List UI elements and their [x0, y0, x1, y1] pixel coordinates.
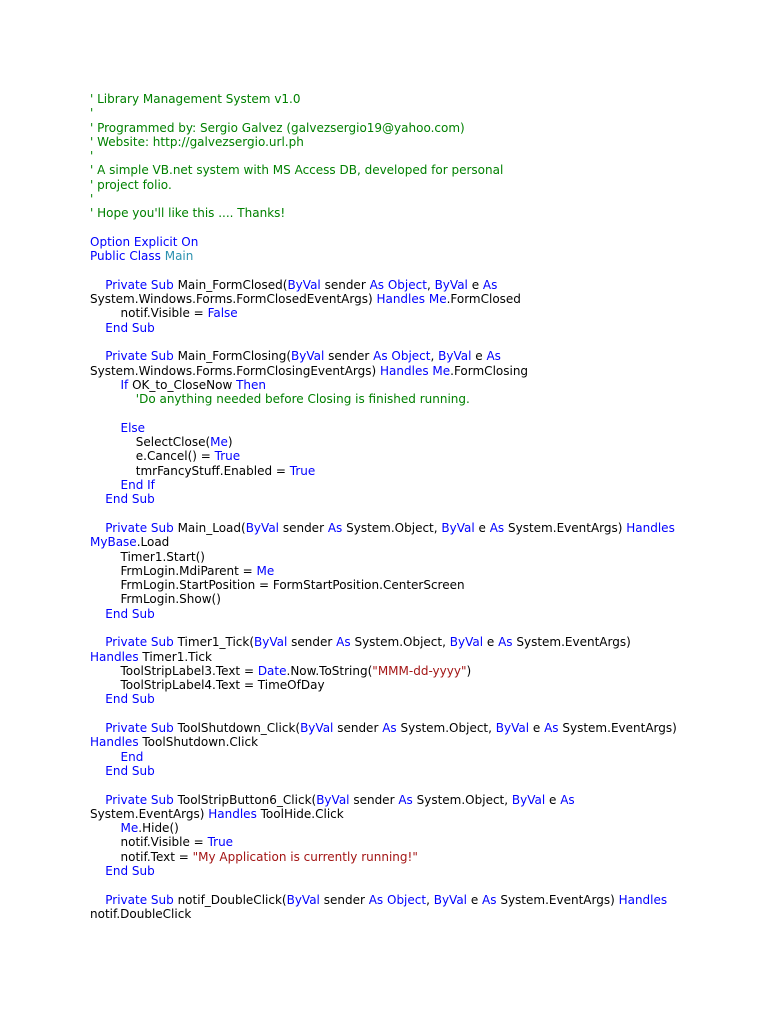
code-line — [90, 492, 730, 506]
code-text: ToolStripButton6_Click( — [177, 792, 317, 807]
code-line — [90, 235, 730, 249]
code-text — [90, 793, 105, 807]
code-keyword: ByVal — [438, 349, 476, 364]
code-line — [90, 92, 730, 106]
code-line — [90, 421, 730, 435]
code-text — [90, 478, 121, 492]
code-line — [90, 835, 730, 849]
code-keyword: As — [560, 792, 575, 807]
code-line — [90, 678, 730, 692]
code-text: ToolStripLabel4.Text = TimeOfDay — [90, 678, 325, 693]
code-line — [90, 607, 730, 621]
code-text: ) — [227, 435, 233, 450]
code-line — [90, 407, 730, 421]
code-keyword: As — [489, 520, 508, 535]
code-text: ToolShutdown.Click — [142, 735, 259, 750]
code-line — [90, 578, 730, 592]
code-text — [90, 278, 105, 292]
code-text: , — [426, 892, 434, 907]
code-keyword: True — [289, 463, 316, 478]
code-keyword: End — [120, 749, 144, 764]
code-line — [90, 721, 730, 735]
code-keyword: As — [482, 892, 501, 907]
code-line — [90, 850, 730, 864]
code-line — [90, 292, 730, 306]
code-comment: ' — [90, 192, 94, 207]
code-keyword: Date — [257, 663, 287, 678]
code-comment: ' Hope you'll like this .... Thanks! — [90, 206, 286, 221]
code-keyword: ByVal — [495, 721, 533, 736]
code-text: System.Object, — [400, 721, 496, 736]
code-text: System.EventArgs) — [500, 892, 619, 907]
code-keyword: As — [398, 792, 417, 807]
code-keyword: As — [498, 635, 517, 650]
code-keyword: Private Sub — [105, 349, 178, 364]
code-line — [90, 249, 730, 263]
code-line — [90, 793, 730, 807]
code-text — [90, 607, 105, 621]
code-text: sender — [282, 520, 328, 535]
code-text: e — [478, 520, 490, 535]
code-text: notif.Visible = — [90, 306, 208, 321]
code-line — [90, 178, 730, 192]
code-text: Timer1.Start() — [90, 549, 205, 564]
code-keyword: Handles — [618, 892, 668, 907]
code-keyword: As Object — [369, 277, 427, 292]
code-keyword: As — [486, 349, 501, 364]
code-text — [90, 750, 121, 764]
code-line — [90, 764, 730, 778]
code-text — [90, 692, 105, 706]
code-keyword: False — [207, 306, 238, 321]
code-text — [90, 893, 105, 907]
code-line — [90, 449, 730, 463]
code-line — [90, 264, 730, 278]
code-line — [90, 478, 730, 492]
code-comment: ' Library Management System v1.0 — [90, 92, 301, 106]
code-keyword: Private Sub — [105, 520, 178, 535]
code-type-name: Main — [164, 249, 194, 264]
code-text — [90, 492, 105, 506]
code-line — [90, 221, 730, 235]
code-keyword: As — [327, 520, 347, 535]
code-keyword: If — [120, 377, 133, 392]
code-keyword: Option Explicit On — [90, 234, 199, 249]
code-comment: ' Website: http://galvezsergio.url.ph — [90, 134, 304, 149]
code-keyword: Private Sub — [105, 635, 178, 650]
code-keyword: As — [336, 635, 355, 650]
code-text: notif_DoubleClick( — [177, 892, 287, 907]
code-text: e — [486, 635, 499, 650]
code-keyword: Else — [120, 420, 146, 435]
code-keyword: Private Sub — [105, 721, 178, 736]
code-keyword: End If — [120, 478, 155, 493]
code-text: sender — [324, 277, 370, 292]
code-line — [90, 464, 730, 478]
code-text: sender — [323, 892, 369, 907]
code-line — [90, 692, 730, 706]
code-line — [90, 435, 730, 449]
code-text: System.EventArgs) — [516, 635, 631, 650]
code-text: ) — [466, 663, 472, 678]
code-text: ToolHide.Click — [260, 806, 344, 821]
code-text — [90, 635, 105, 649]
code-text: notif.DoubleClick — [90, 906, 192, 921]
code-keyword: ByVal — [300, 721, 338, 736]
code-keyword: Handles — [90, 649, 143, 664]
code-line — [90, 335, 730, 349]
code-keyword: As — [382, 721, 401, 736]
code-keyword: ByVal — [433, 892, 471, 907]
code-text: Main_Load( — [177, 520, 246, 535]
code-keyword: As — [482, 277, 498, 292]
code-line — [90, 535, 730, 549]
code-line — [90, 306, 730, 320]
code-text: SelectClose( — [90, 435, 211, 450]
code-line — [90, 392, 730, 406]
code-keyword: Handles — [626, 520, 675, 535]
code-text: e — [532, 721, 545, 736]
code-text: System.EventArgs) — [508, 520, 627, 535]
code-keyword: Private Sub — [105, 792, 178, 807]
code-text: e — [475, 349, 487, 364]
code-line — [90, 750, 730, 764]
code-comment: ' project folio. — [90, 177, 172, 192]
code-text: Main_FormClosed( — [177, 277, 288, 292]
code-text: e.Cancel() = — [90, 449, 215, 464]
code-line — [90, 364, 730, 378]
code-keyword: End Sub — [105, 763, 155, 778]
code-keyword: Then — [236, 377, 267, 392]
code-keyword: As — [544, 721, 563, 736]
code-line — [90, 192, 730, 206]
code-text: sender — [291, 635, 337, 650]
code-text — [90, 392, 136, 406]
code-text: Main_FormClosing( — [177, 349, 291, 364]
code-text — [90, 721, 105, 735]
code-keyword: ByVal — [286, 892, 324, 907]
code-comment: 'Do anything needed before Closing is finished running. — [135, 392, 470, 407]
code-text: System.Windows.Forms.FormClosedEventArgs) — [90, 292, 377, 307]
code-keyword: End Sub — [105, 864, 155, 879]
code-text: , — [430, 349, 439, 364]
code-line — [90, 349, 730, 363]
code-text — [90, 378, 121, 392]
code-text — [90, 321, 105, 335]
code-keyword: End Sub — [105, 692, 155, 707]
code-keyword: MyBase — [90, 535, 137, 550]
code-line — [90, 278, 730, 292]
code-text: tmrFancyStuff.Enabled = — [90, 463, 290, 478]
code-keyword: ByVal — [449, 635, 487, 650]
code-text: e — [471, 277, 483, 292]
code-keyword: ByVal — [245, 520, 283, 535]
code-line — [90, 878, 730, 892]
code-text: Timer1_Tick( — [177, 635, 255, 650]
code-line — [90, 521, 730, 535]
code-line — [90, 907, 730, 921]
code-text — [90, 764, 105, 778]
code-line — [90, 550, 730, 564]
code-comment: ' — [90, 106, 94, 121]
code-line — [90, 821, 730, 835]
code-line — [90, 206, 730, 220]
code-text — [90, 864, 105, 878]
code-text: sender — [337, 721, 383, 736]
code-keyword: End Sub — [105, 320, 155, 335]
code-keyword: ByVal — [291, 349, 329, 364]
code-comment: ' Programmed by: Sergio Galvez (galvezsergio19@yahoo.com) — [90, 120, 465, 135]
code-text: .Hide() — [138, 821, 179, 836]
code-text: System.Object, — [346, 520, 442, 535]
code-text: ToolStripLabel3.Text = — [90, 663, 258, 678]
code-line — [90, 707, 730, 721]
code-text: .Now.ToString( — [286, 663, 373, 678]
code-text: System.Object, — [354, 635, 450, 650]
code-keyword: True — [214, 449, 241, 464]
code-line — [90, 893, 730, 907]
code-string: "MMM-dd-yyyy" — [372, 663, 467, 678]
code-text: System.EventArgs) — [90, 806, 209, 821]
code-text: .Load — [136, 535, 170, 550]
code-line — [90, 321, 730, 335]
code-keyword: ByVal — [511, 792, 550, 807]
code-text: FrmLogin.MdiParent = — [90, 563, 257, 578]
code-keyword: Me — [210, 435, 228, 450]
code-line — [90, 807, 730, 821]
code-text: .FormClosing — [450, 363, 529, 378]
code-text: System.Object, — [416, 792, 512, 807]
code-line — [90, 163, 730, 177]
code-keyword: ByVal — [441, 520, 479, 535]
code-keyword: ByVal — [434, 277, 472, 292]
code-text: notif.Visible = — [90, 835, 208, 850]
code-string: "My Application is currently running!" — [192, 849, 418, 864]
code-text: e — [470, 892, 483, 907]
code-listing — [90, 92, 730, 921]
code-text — [90, 421, 121, 435]
code-keyword: ByVal — [287, 277, 325, 292]
code-line — [90, 664, 730, 678]
code-text: sender — [328, 349, 374, 364]
code-line — [90, 121, 730, 135]
code-keyword: End Sub — [105, 492, 155, 507]
code-text: System.Windows.Forms.FormClosingEventArgs) — [90, 363, 381, 378]
code-text: .FormClosed — [446, 292, 521, 307]
code-text: , — [426, 277, 435, 292]
code-keyword: As Object — [368, 892, 427, 907]
code-comment: ' — [90, 149, 94, 164]
code-text: FrmLogin.StartPosition = FormStartPosition.CenterScreen — [90, 578, 465, 593]
code-line — [90, 735, 730, 749]
code-comment: ' A simple VB.net system with MS Access DB, developed for personal — [90, 163, 504, 178]
code-line — [90, 135, 730, 149]
code-text: Timer1.Tick — [142, 649, 212, 664]
code-keyword: End Sub — [105, 606, 155, 621]
code-keyword: Private Sub — [105, 277, 178, 292]
code-line — [90, 621, 730, 635]
code-text: notif.Text = — [90, 849, 193, 864]
code-keyword: As Object — [373, 349, 431, 364]
code-keyword: Me — [256, 563, 275, 578]
code-text: System.EventArgs) — [562, 721, 677, 736]
code-keyword: Handles Me — [380, 363, 451, 378]
code-line — [90, 106, 730, 120]
code-line — [90, 149, 730, 163]
code-line — [90, 378, 730, 392]
code-line — [90, 864, 730, 878]
code-text: ToolShutdown_Click( — [177, 721, 301, 736]
code-text: FrmLogin.Show() — [90, 592, 221, 607]
code-keyword: Handles — [90, 735, 143, 750]
code-keyword: Private Sub — [105, 892, 178, 907]
code-line — [90, 507, 730, 521]
code-text — [90, 821, 121, 835]
code-text — [90, 521, 105, 535]
code-line — [90, 564, 730, 578]
code-text — [90, 349, 105, 363]
code-keyword: Public Class — [90, 249, 165, 264]
code-keyword: ByVal — [316, 792, 354, 807]
code-keyword: Handles — [208, 806, 261, 821]
code-text: OK_to_CloseNow — [132, 377, 237, 392]
code-line — [90, 635, 730, 649]
code-line — [90, 592, 730, 606]
code-text: e — [549, 792, 561, 807]
code-keyword: Handles Me — [376, 292, 447, 307]
code-line — [90, 650, 730, 664]
code-keyword: ByVal — [254, 635, 292, 650]
code-keyword: Me — [120, 821, 139, 836]
code-line — [90, 778, 730, 792]
code-text: sender — [353, 792, 399, 807]
code-keyword: True — [207, 835, 234, 850]
